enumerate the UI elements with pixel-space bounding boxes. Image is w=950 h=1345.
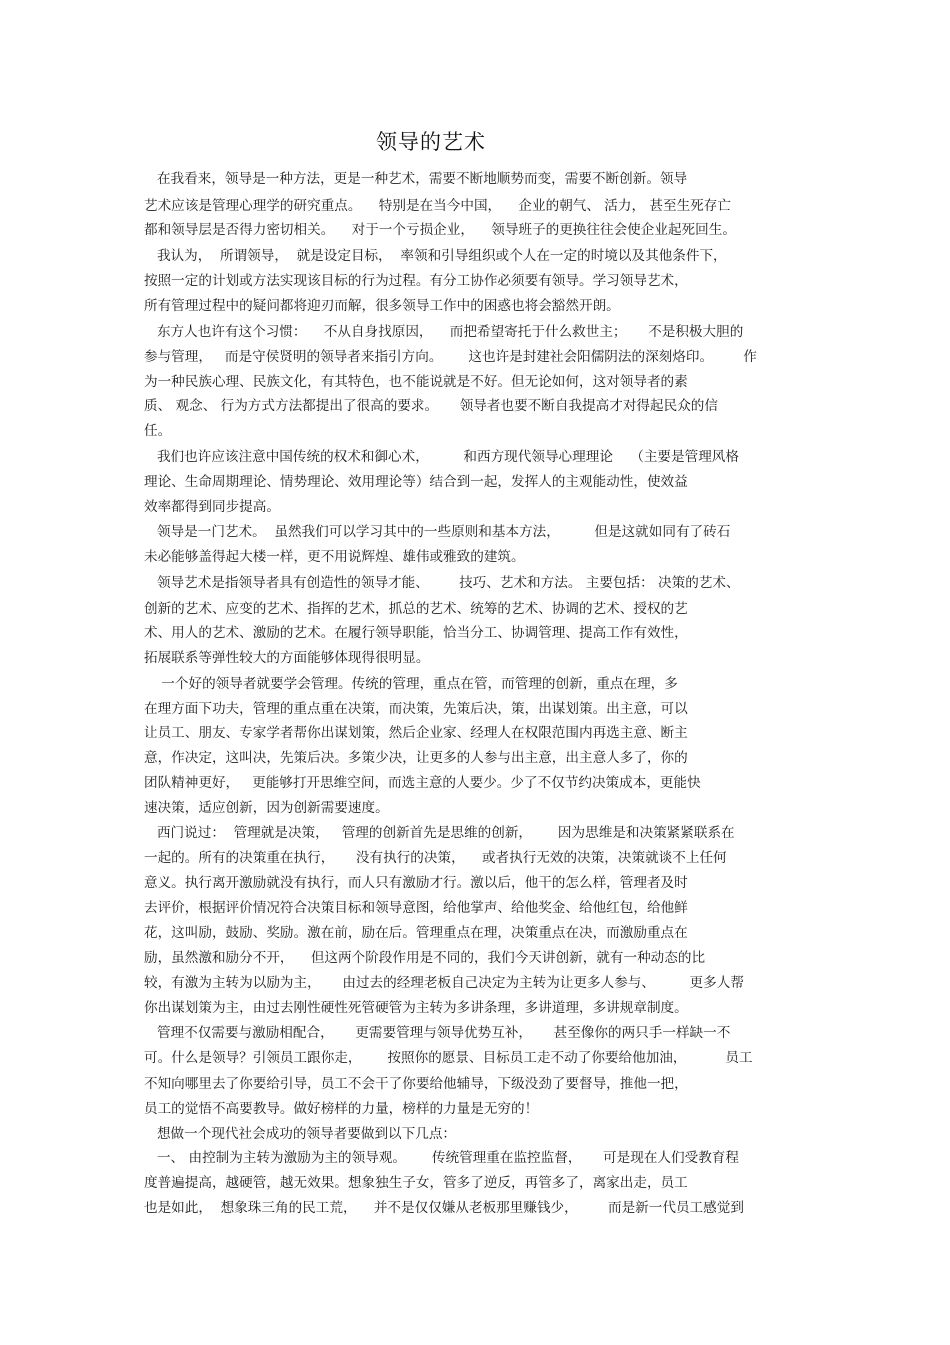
paragraph-line: 励，虽然激和励分不开， 但这两个阶段作用是不同的，我们今天讲创新，就有一种动态的比 [144,950,706,966]
paragraph-line: 为一种民族心理、民族文化，有其特色，也不能说就是不好。但无论如何，这对领导者的素 [144,374,688,390]
paragraph-line: 可。什么是领导？引领员工跟你走， 按照你的愿景、目标员工走不动了你要给他加油， 员工 [144,1050,753,1066]
paragraph-line: 让员工、朋友、专家学者帮你出谋划策，然后企业家、经理人在权限范围内再选主意、断主 [144,725,688,741]
paragraph-line: 任。 [144,423,172,439]
document-title: 领导的艺术 [376,130,486,154]
paragraph-line: 领导艺术是指领导者具有创造性的领导才能、 技巧、艺术和方法。 主要包括： 决策的艺术、 [144,575,740,591]
paragraph-line: 速决策，适应创新，因为创新需要速度。 [144,800,389,816]
paragraph-line: 创新的艺术、应变的艺术、指挥的艺术，抓总的艺术、统筹的艺术、协调的艺术、授权的艺 [144,601,688,617]
paragraph-line: 拓展联系等弹性较大的方面能够体现得很明显。 [144,650,430,666]
paragraph-line: 一起的。所有的决策重在执行， 没有执行的决策， 或者执行无效的决策，决策就谈不上任何 [144,850,727,866]
paragraph-line: 西门说过： 管理就是决策， 管理的创新首先是思维的创新， 因为思维是和决策紧紧联系在 [144,825,735,841]
paragraph-line: 在我看来，领导是一种方法，更是一种艺术，需要不断地顺势而变，需要不断创新。领导 [144,171,688,187]
paragraph-line: 想做一个现代社会成功的领导者要做到以下几点： [144,1126,457,1142]
paragraph-line: 员工的觉悟不高要教导。做好榜样的力量，榜样的力量是无穷的！ [144,1101,539,1117]
paragraph-line: 也是如此， 想象珠三角的民工荒， 并不是仅仅嫌从老板那里赚钱少， 而是新一代员工感觉到 [144,1200,744,1216]
paragraph-line: 东方人也许有这个习惯： 不从自身找原因， 而把希望寄托于什么救世主； 不是积极大胆的 [144,324,744,340]
paragraph-line: 领导是一门艺术。 虽然我们可以学习其中的一些原则和基本方法， 但是这就如同有了砖石 [144,524,731,540]
paragraph-line: 意义。执行离开激励就没有执行，而人只有激励才行。激以后，他干的怎么样，管理者及时 [144,875,688,891]
paragraph-line: 术、用人的艺术、激励的艺术。在履行领导职能，恰当分工、协调管理、提高工作有效性， [144,625,688,641]
paragraph-line: 一个好的领导者就要学会管理。传统的管理，重点在管，而管理的创新，重点在理，多 [144,676,678,692]
paragraph-line: 我认为， 所谓领导， 就是设定目标， 率领和引导组织或个人在一定的时境以及其他条件下， [144,248,727,264]
paragraph-line: 按照一定的计划或方法实现该目标的行为过程。有分工协作必须要有领导。学习领导艺术， [144,273,688,289]
paragraph-line: 意，作决定，这叫决，先策后决。多策少决，让更多的人参与出主意，出主意人多了，你的 [144,750,688,766]
paragraph-line: 你出谋划策为主，由过去刚性硬性死管硬管为主转为多讲条理，多讲道理，多讲规章制度。 [144,1000,688,1016]
paragraph-line: 花，这叫励，鼓励、奖励。激在前，励在后。管理重点在理，决策重点在决，而激励重点在 [144,925,688,941]
paragraph-line: 所有管理过程中的疑问都将迎刃而解，很多领导工作中的困惑也将会豁然开朗。 [144,298,620,314]
paragraph-line: 在理方面下功夫，管理的重点重在决策，而决策，先策后决，策，出谋划策。出主意，可以 [144,701,688,717]
paragraph-line: 管理不仅需要与激励相配合， 更需要管理与领导优势互补， 甚至像你的两只手一样缺一不 [144,1025,731,1041]
paragraph-line: 不知向哪里去了你要给引导，员工不会干了你要给他辅导，下级没劲了要督导，推他一把， [144,1076,688,1092]
paragraph-line: 一、 由控制为主转为激励为主的领导观。 传统管理重在监控监督， 可是现在人们受教育程 [144,1150,739,1166]
paragraph-line: 理论、生命周期理论、情势理论、效用理论等）结合到一起，发挥人的主观能动性，使效益 [144,474,688,490]
paragraph-line: 未必能够盖得起大楼一样，更不用说辉煌、雄伟或雅致的建筑。 [144,549,525,565]
paragraph-line: 艺术应该是管理心理学的研究重点。 特别是在当今中国， 企业的朝气、 活力， 甚至生死存亡 [144,198,731,214]
paragraph-line: 度普遍提高，越硬管，越无效果。想象独生子女，管多了逆反，再管多了，离家出走，员工 [144,1175,688,1191]
paragraph-line: 参与管理， 而是守侯贤明的领导者来指引方向。 这也许是封建社会阳儒阴法的深刻烙印。 作 [144,349,757,365]
paragraph-line: 都和领导层是否得力密切相关。 对于一个亏损企业， 领导班子的更换往往会使企业起死回生。 [144,222,736,238]
paragraph-line: 效率都得到同步提高。 [144,499,280,515]
paragraph-line: 较，有激为主转为以励为主， 由过去的经理老板自己决定为主转为让更多人参与、 更多人帮 [144,975,744,991]
paragraph-line: 团队精神更好， 更能够打开思维空间，而选主意的人要少。少了不仅节约决策成本，更能快 [144,775,701,791]
paragraph-line: 质、 观念、 行为方式方法都提出了很高的要求。 领导者也要不断自我提高才对得起民众的信 [144,398,718,414]
paragraph-line: 去评价，根据评价情况符合决策目标和领导意图，给他掌声、给他奖金、给他红包，给他鲜 [144,900,688,916]
paragraph-line: 我们也许应该注意中国传统的权术和御心术， 和西方现代领导心理理论 （主要是管理风格 [144,449,739,465]
